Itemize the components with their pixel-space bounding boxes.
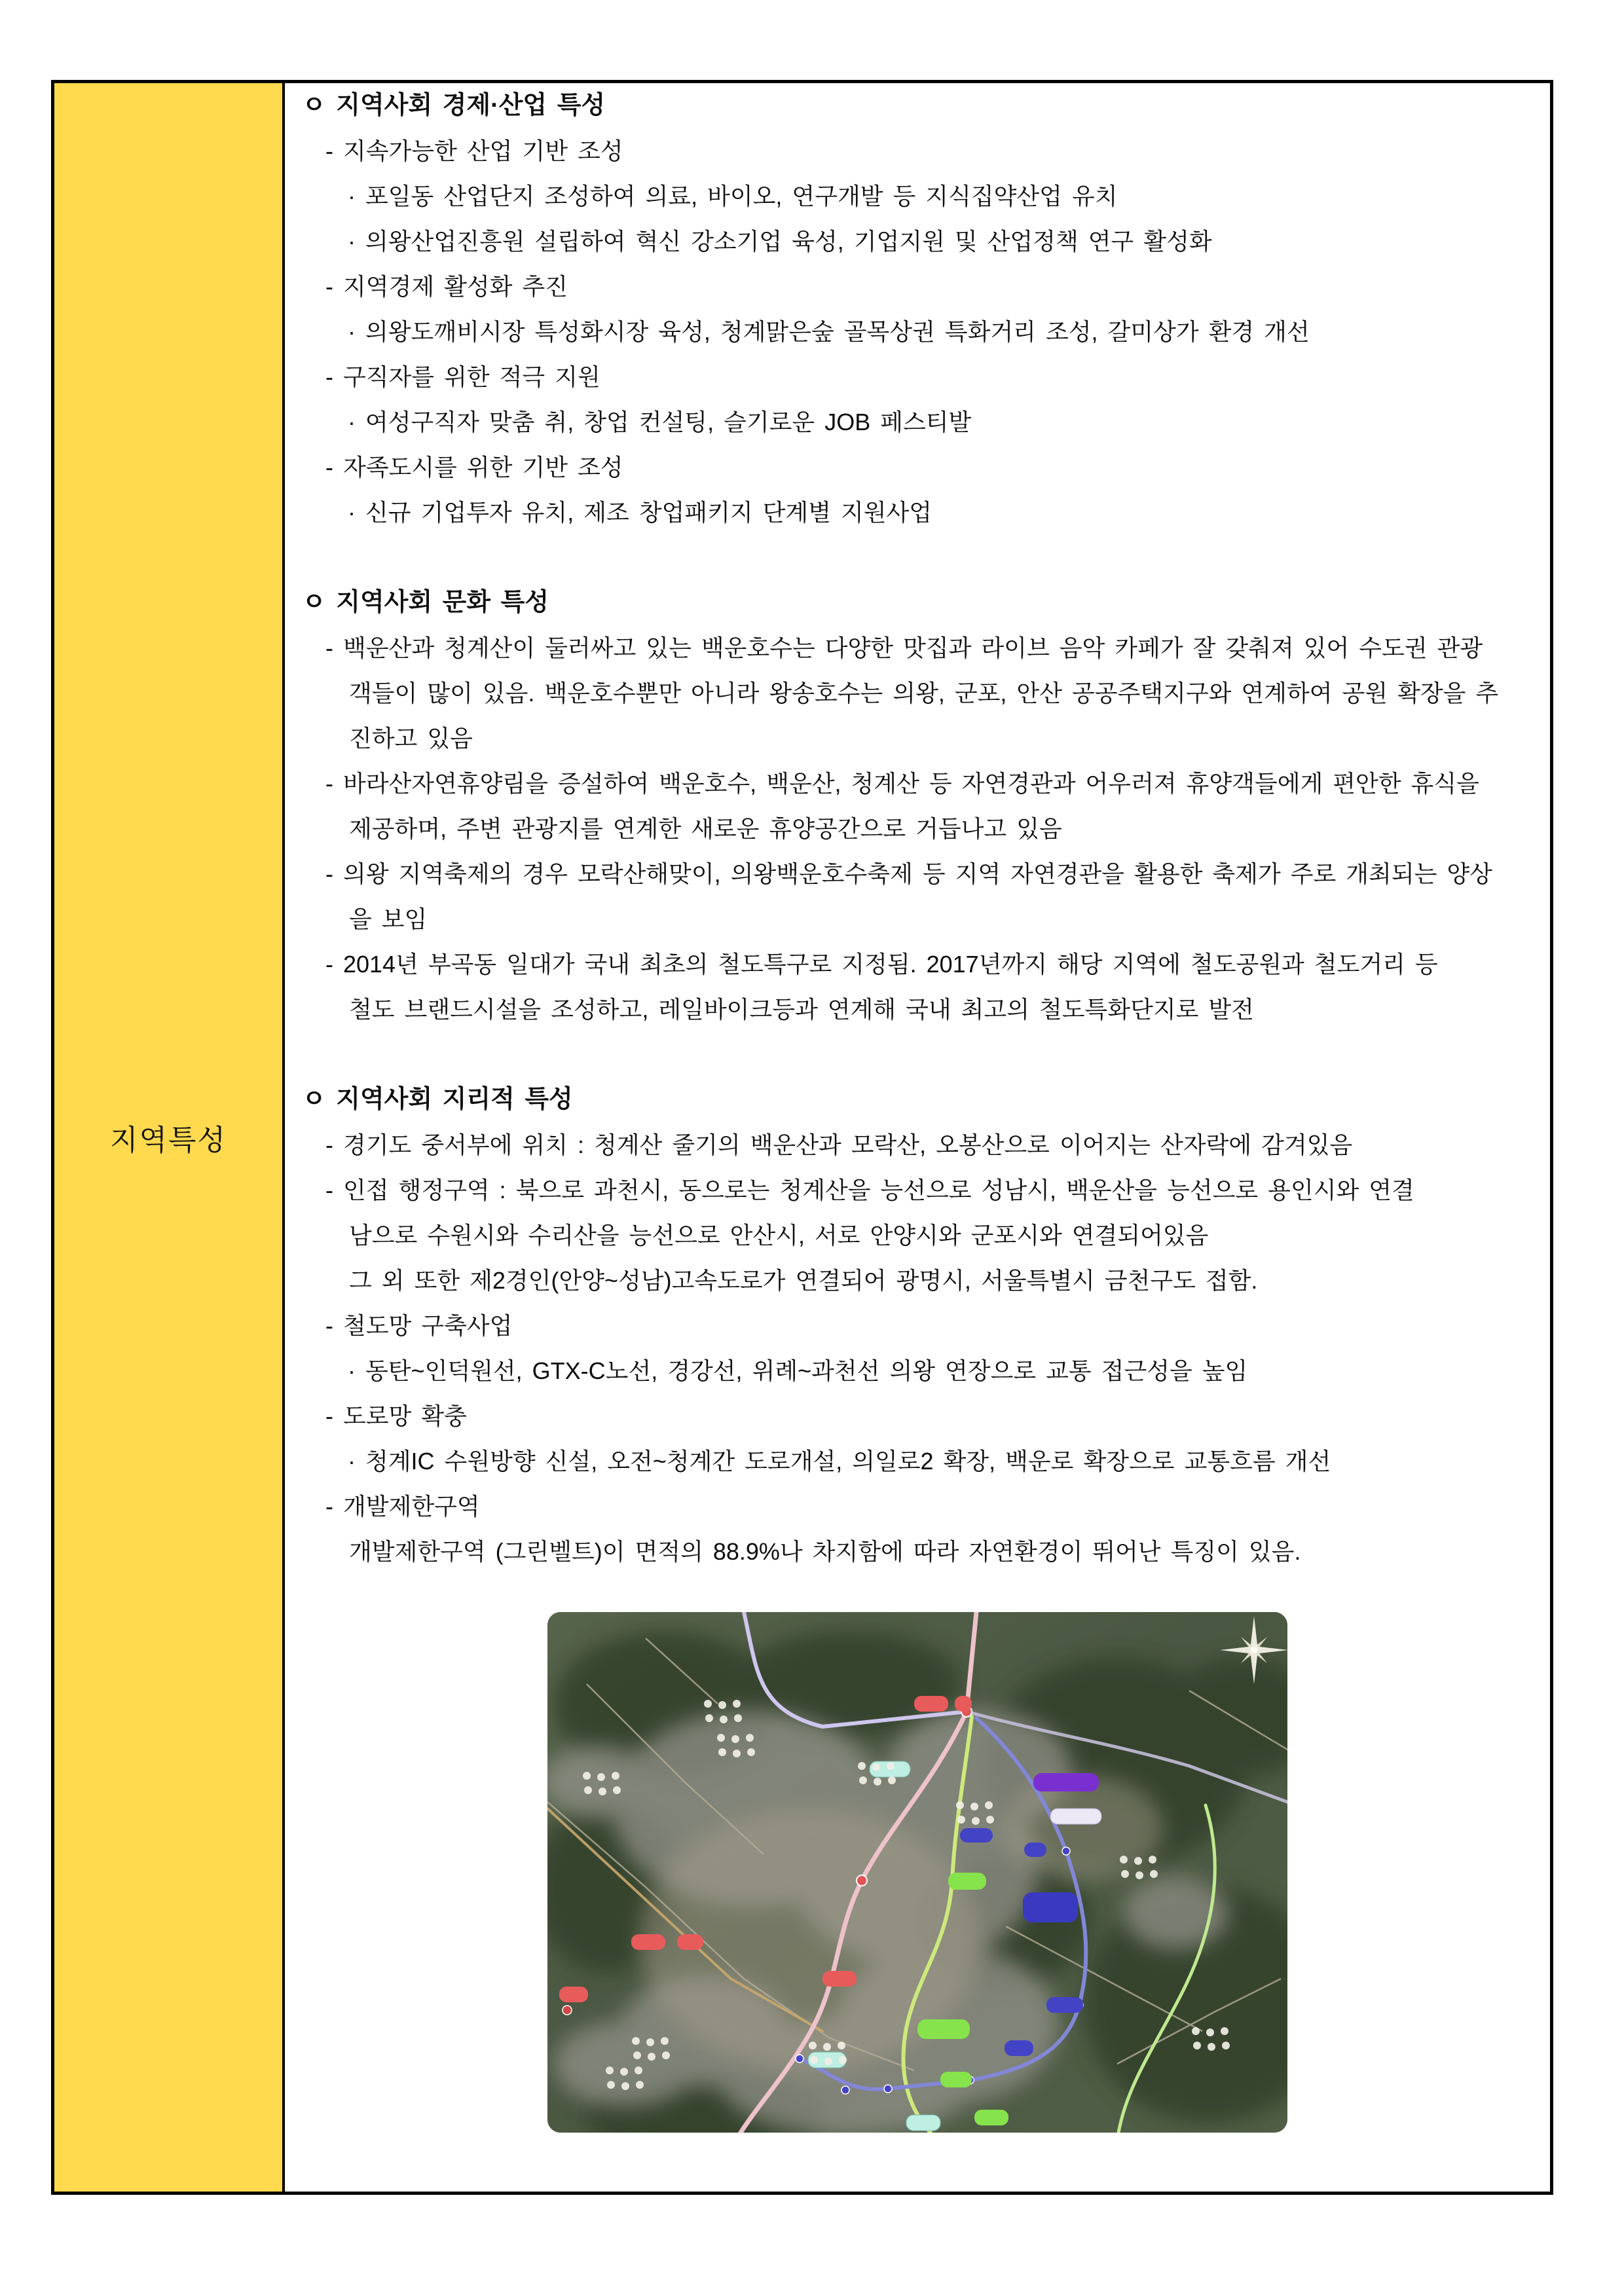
text-line: 남으로 수원시와 수리산을 능선으로 안산시, 서로 안양시와 군포시와 연결되어있음 [349,1222,1209,1249]
text-line: - 구직자를 위한 적극 지원 [325,363,600,390]
text-line: 철도 브랜드시설을 조성하고, 레일바이크등과 연계해 국내 최고의 철도특화단지로 발전 [349,996,1254,1023]
text-line [285,1032,1550,1077]
text-line: 그 외 또한 제2경인(안양~성남)고속도로가 연결되어 광명시, 서울특별시 금천구도 접함. [349,1267,1258,1294]
text-line: - 의왕 지역축제의 경우 모락산해맞이, 의왕백운호수축제 등 지역 자연경관을 활용한 축제가 주로 개최되는 양상 [325,860,1492,887]
text-line: · 동탄~인덕원선, GTX-C노선, 경강선, 위례~과천선 의왕 연장으로 교통 접근성을 높임 [348,1357,1248,1384]
text-line: - 지속가능한 산업 기반 조성 [325,138,623,164]
text-line: - 인접 행정구역 : 북으로 과천시, 동으로는 청계산을 능선으로 성남시, 백운산을 능선으로 용인시와 연결 [325,1177,1414,1203]
text-line: 을 보임 [349,906,428,932]
text-line: - 2014년 부곡동 일대가 국내 최초의 철도특구로 지정됨. 2017년까지 해당 지역에 철도공원과 철도거리 등 [325,951,1438,978]
text-line: 진하고 있음 [349,725,473,752]
text-line: · 의왕산업진흥원 설립하여 혁신 강소기업 육성, 기업지원 및 산업정책 연구 활성화 [348,228,1212,255]
text-line: - 백운산과 청계산이 둘러싸고 있는 백운호수는 다양한 맛집과 라이브 음악 카페가 잘 갖춰져 있어 수도권 관광 [325,634,1483,661]
satellite-map [547,1612,1287,2133]
row-header-cell [54,83,285,2192]
text-line: · 신규 기업투자 유치, 제조 창업패키지 단계별 지원사업 [348,499,932,526]
text-line: ㅇ 지역사회 지리적 특성 [302,1086,573,1113]
content-cell [285,83,1550,2192]
text-line: - 바라산자연휴양림을 증설하여 백운호수, 백운산, 청계산 등 자연경관과 어우러져 휴양객들에게 편안한 휴식을 [325,770,1479,797]
text-line: ㅇ 지역사회 경제·산업 특성 [302,92,606,119]
text-lines [285,83,1550,1574]
text-line: - 철도망 구축사업 [325,1312,513,1339]
text-line: ㅇ 지역사회 문화 특성 [302,589,549,616]
text-line: 객들이 많이 있음. 백운호수뿐만 아니라 왕송호수는 의왕, 군포, 안산 공공주택지구와 연계하여 공원 확장을 추 [349,680,1499,707]
text-line: - 지역경제 활성화 추진 [325,273,568,300]
text-line: - 자족도시를 위한 기반 조성 [325,454,623,481]
text-line: - 도로망 확충 [325,1403,467,1429]
region-characteristics-table [51,80,1553,2195]
satellite-map-image [547,1612,1287,2133]
text-line: 개발제한구역 (그린벨트)이 면적의 88.9%나 차지함에 따라 자연환경이 뛰어난 특징이 있음. [349,1538,1301,1565]
text-line: - 개발제한구역 [325,1493,480,1520]
text-line: · 청계IC 수원방향 신설, 오전~청계간 도로개설, 의일로2 확장, 백운로 확장으로 교통흐름 개선 [348,1448,1331,1475]
text-line: 제공하며, 주변 관광지를 연계한 새로운 휴양공간으로 거듭나고 있음 [349,815,1062,842]
row-header-label: 지역특성 [109,1124,227,1156]
text-line: · 여성구직자 맞춤 취, 창업 컨설팅, 슬기로운 JOB 페스티발 [348,409,972,435]
text-line: - 경기도 중서부에 위치 : 청계산 줄기의 백운산과 모락산, 오봉산으로 이어지는 산자락에 감겨있음 [325,1131,1353,1158]
text-line: · 포일동 산업단지 조성하여 의료, 바이오, 연구개발 등 지식집약산업 유치 [348,183,1118,210]
text-line [285,535,1550,580]
text-line: · 의왕도깨비시장 특성화시장 육성, 청계맑은숲 골목상권 특화거리 조성, 갈미상가 환경 개선 [348,318,1310,345]
